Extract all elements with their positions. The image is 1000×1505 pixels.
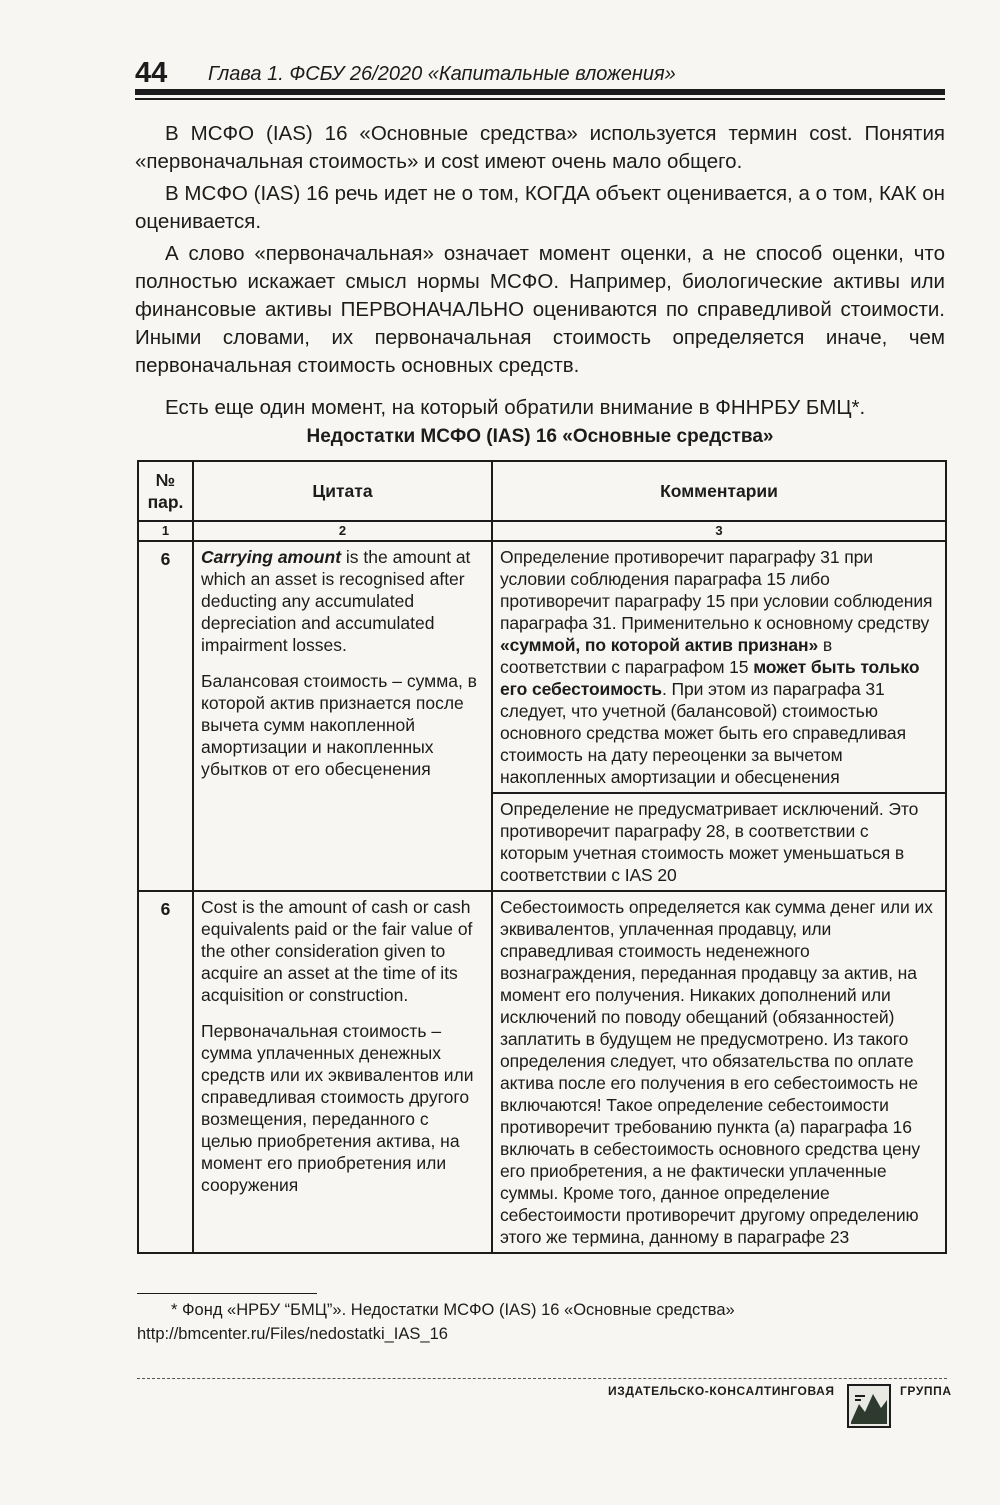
comment-text: в соответствии с параграфом 15 bbox=[500, 635, 833, 677]
column-header-quote bbox=[193, 461, 492, 521]
deficiencies-table bbox=[137, 460, 947, 1254]
header-rule-thick bbox=[135, 89, 945, 95]
quote-cell bbox=[193, 891, 492, 1253]
quote-cell bbox=[193, 541, 492, 891]
table-caption: Недостатки МСФО (IAS) 16 «Основные средства» bbox=[306, 426, 774, 447]
quote-en: Cost is the amount of cash or cash equivalents paid or the fair value of the other consideration given to acquire an asset at the time of its acquisition or construction. bbox=[201, 897, 473, 1005]
comment-text: . При этом из параграфа 31 следует, что учетной (балансовой) стоимостью основного средства может быть его справедливая стоимость на дату переоценки за вычетом накопленных амортизации и обесценения bbox=[500, 679, 906, 787]
footer-rule bbox=[137, 1378, 947, 1380]
quote-en-text: is the amount at which an asset is recognised after deducting any accumulated depreciation and accumulated impairment losses. bbox=[201, 547, 471, 655]
column-number: 1 bbox=[138, 521, 193, 541]
quote-ru: Балансовая стоимость – сумма, в которой актив признается после вычета сумм накопленной амортизации и накопленных убытков от его обесценения bbox=[201, 671, 477, 779]
column-number: 2 bbox=[193, 521, 492, 541]
paragraph: В МСФО (IAS) 16 «Основные средства» используется термин cost. Понятия «первоначальная стоимость» и cost имеют очень мало общего. bbox=[135, 122, 945, 173]
footnote: * Фонд «НРБУ “БМЦ”». Недостатки МСФО (IAS) 16 «Основные средства» http://bmcenter.ru/Files/nedostatki_IAS_16 bbox=[137, 1301, 735, 1343]
quote-en-term: Carrying amount bbox=[201, 547, 342, 567]
body-text bbox=[135, 120, 945, 426]
column-header-label: Цитата bbox=[312, 481, 373, 501]
publisher-name: ИЗДАТЕЛЬСКО-КОНСАЛТИНГОВАЯ bbox=[608, 1384, 835, 1398]
page-number: 44 bbox=[135, 57, 168, 89]
quote-ru: Первоначальная стоимость – сумма уплаченных денежных средств или их эквивалентов или справедливая стоимость другого возмещения, переданного с целью приобретения актива, на момент его приобретения или сооружения bbox=[201, 1021, 474, 1195]
paragraph-number: 6 bbox=[138, 541, 193, 891]
publisher-logo-icon bbox=[845, 1382, 893, 1430]
chapter-title: Глава 1. ФСБУ 26/2020 «Капитальные вложения» bbox=[208, 63, 676, 85]
column-header-par bbox=[138, 461, 193, 521]
comment-emphasis: «суммой, по которой актив признан» bbox=[500, 635, 819, 655]
comment-emphasis: может быть только его себестоимость bbox=[500, 657, 920, 699]
paragraph: Есть еще один момент, на который обратили внимание в ФННРБУ БМЦ*. bbox=[165, 396, 866, 419]
column-header-comment bbox=[492, 461, 946, 521]
comment-cell bbox=[492, 541, 946, 793]
column-header-label: Комментарии bbox=[660, 481, 778, 501]
table-row bbox=[138, 541, 946, 793]
paragraph: А слово «первоначальная» означает момент оценки, а не способ оценки, что полностью искажает смысл нормы МСФО. Например, биологические активы или финансовые активы ПЕРВОНАЧАЛЬНО оцениваются по справедливой стоимости. Иными словами, их первоначальная стоимость определяется иначе, чем первоначальная стоимость основных средств. bbox=[135, 242, 945, 377]
footnote-rule bbox=[137, 1293, 317, 1294]
paragraph-number: 6 bbox=[138, 891, 193, 1253]
table-row bbox=[138, 891, 946, 1253]
column-number-row bbox=[138, 521, 946, 541]
table-header-row bbox=[138, 461, 946, 521]
paragraph: В МСФО (IAS) 16 речь идет не о том, КОГДА объект оценивается, а о том, КАК он оценивается. bbox=[135, 182, 945, 233]
header-rule-thin bbox=[135, 98, 945, 100]
quote-en bbox=[201, 546, 484, 656]
column-number: 3 bbox=[492, 521, 946, 541]
comment-text: Определение противоречит параграфу 31 при условии соблюдения параграфа 15 либо противоречит параграфу 15 при условии соблюдения параграфа 31. Применительно к основному средству bbox=[500, 547, 933, 633]
comment-cell: Себестоимость определяется как сумма денег или их эквивалентов, уплаченная продавцу, или справедливая стоимость неденежного вознаграждения, переданная продавцу за актив, на момент его получения. Никаких дополнений или исключений по поводу обещаний (обязанностей) заплатить в будущем не предусмотрено. Из такого определения следует, что обязательства по оплате актива после его получения в его себестоимость не включаются! Такое определение себестоимости противоречит требованию пункта (a) параграфа 16 включать в себестоимость основного средства цену его приобретения, а не фактически уплаченные суммы. Кроме того, данное определение себестоимости противоречит другому определению этого же термина, данному в параграфе 23 bbox=[492, 891, 946, 1253]
comment-cell: Определение не предусматривает исключений. Это противоречит параграфу 28, в соответствии с которым учетная стоимость может уменьшаться в соответствии с IAS 20 bbox=[492, 793, 946, 891]
publisher-group-label: ГРУППА bbox=[900, 1384, 952, 1398]
column-header-label: № пар. bbox=[147, 470, 184, 512]
